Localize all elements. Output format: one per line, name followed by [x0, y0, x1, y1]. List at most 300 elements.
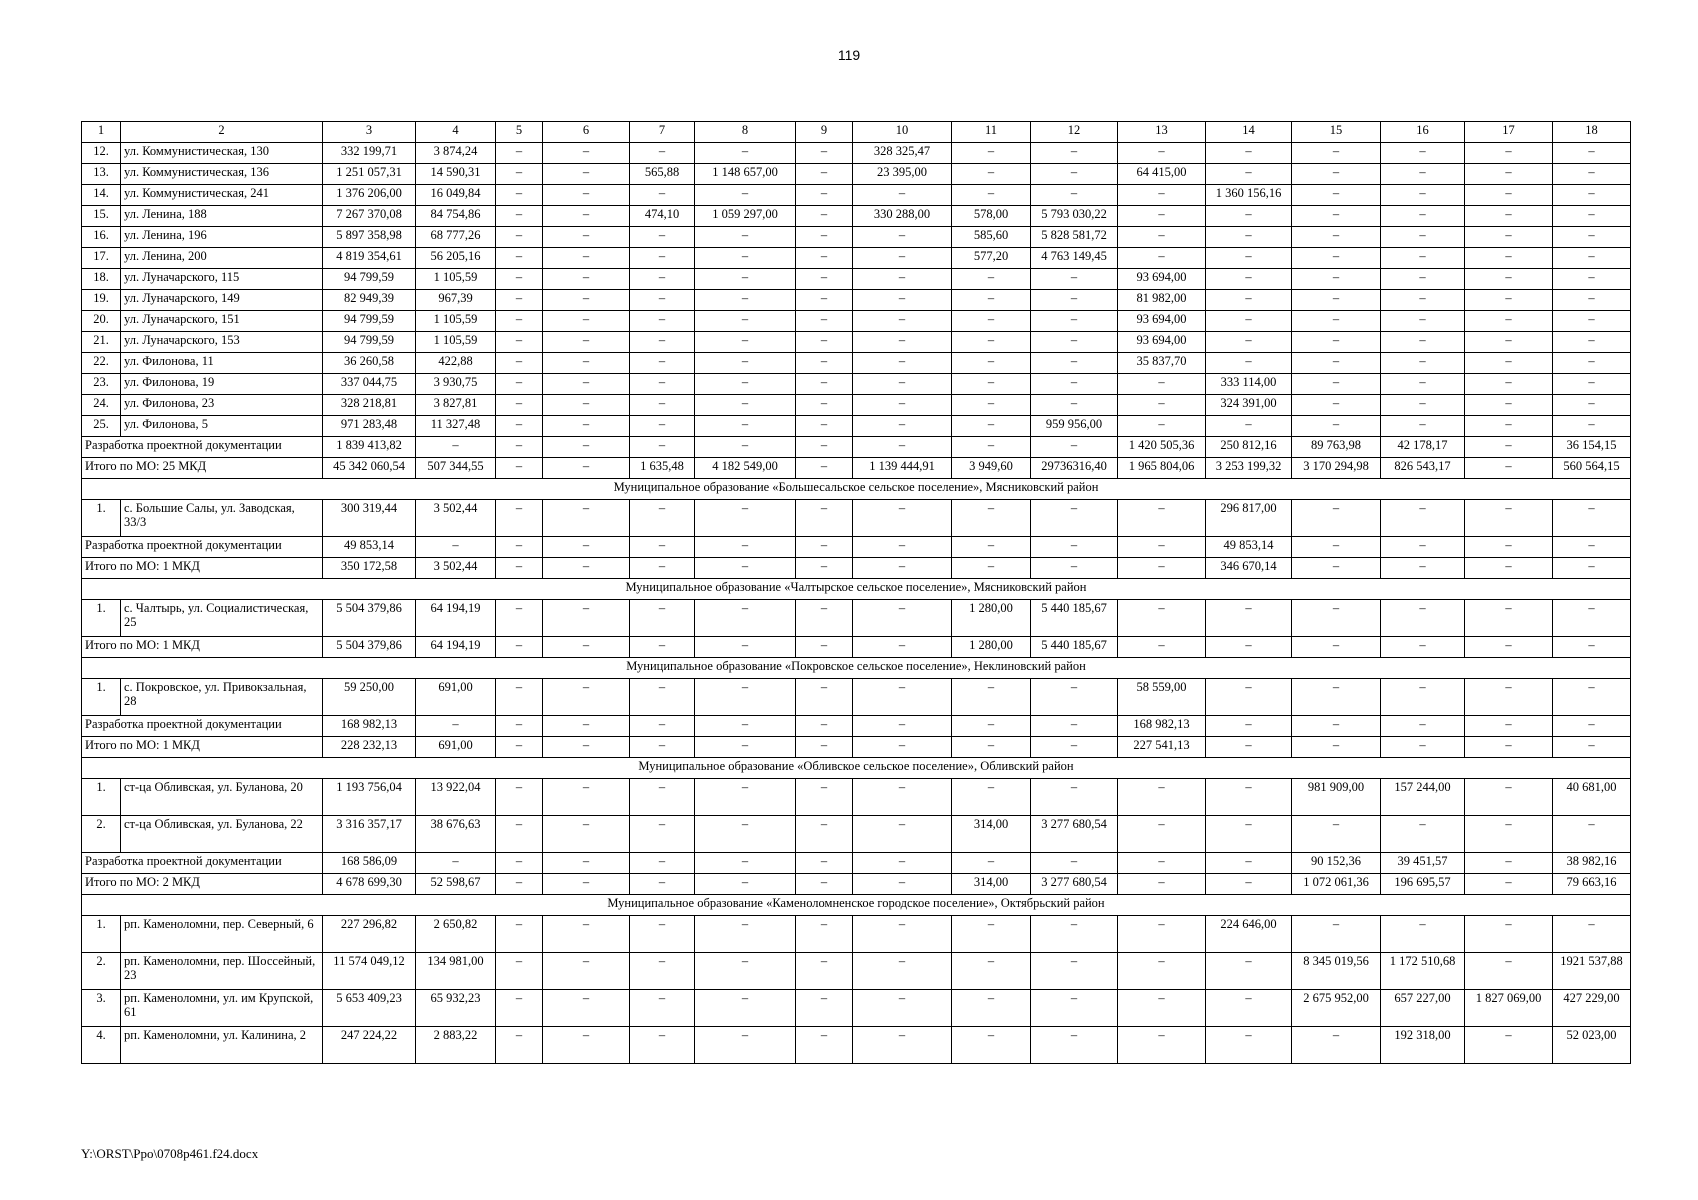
table-cell: – — [630, 311, 695, 332]
table-cell: 1 172 510,68 — [1381, 953, 1465, 990]
table-cell: – — [1465, 416, 1553, 437]
table-cell: 3 253 199,32 — [1206, 458, 1292, 479]
table-cell: – — [496, 332, 543, 353]
address-cell: ул. Коммунистическая, 241 — [121, 185, 323, 206]
table-cell: 1 280,00 — [952, 637, 1031, 658]
table-cell: – — [695, 248, 796, 269]
summary-label: Итого по МО: 2 МКД — [82, 874, 323, 895]
table-row — [82, 816, 1631, 853]
table-cell: – — [496, 206, 543, 227]
summary-row — [82, 737, 1631, 758]
table-cell: 1 072 061,36 — [1292, 874, 1381, 895]
table-cell: – — [630, 737, 695, 758]
table-cell: – — [1465, 779, 1553, 816]
row-number: 1. — [82, 679, 121, 716]
table-cell: – — [952, 332, 1031, 353]
table-cell: – — [695, 990, 796, 1027]
table-cell: 1 251 057,31 — [323, 164, 416, 185]
table-cell: – — [1292, 1027, 1381, 1064]
table-cell: – — [796, 248, 853, 269]
table-cell: – — [1031, 395, 1118, 416]
summary-label: Разработка проектной документации — [82, 537, 323, 558]
table-cell: 314,00 — [952, 816, 1031, 853]
table-cell: – — [796, 637, 853, 658]
table-cell: 507 344,55 — [416, 458, 496, 479]
section-title: Муниципальное образование «Покровское сельское поселение», Неклиновский район — [82, 658, 1631, 679]
table-cell: – — [796, 164, 853, 185]
table-cell: 79 663,16 — [1553, 874, 1631, 895]
table-cell: 296 817,00 — [1206, 500, 1292, 537]
table-cell: 5 793 030,22 — [1031, 206, 1118, 227]
table-cell: 82 949,39 — [323, 290, 416, 311]
table-cell: – — [496, 437, 543, 458]
table-cell: – — [496, 395, 543, 416]
table-cell: – — [630, 332, 695, 353]
table-cell: 168 586,09 — [323, 853, 416, 874]
row-number: 24. — [82, 395, 121, 416]
row-number: 21. — [82, 332, 121, 353]
table-cell: – — [1206, 990, 1292, 1027]
table-cell: 2 675 952,00 — [1292, 990, 1381, 1027]
table-cell: – — [695, 290, 796, 311]
table-cell: 422,88 — [416, 353, 496, 374]
table-cell: – — [1206, 353, 1292, 374]
table-cell: – — [1292, 374, 1381, 395]
table-cell: 64 194,19 — [416, 637, 496, 658]
table-cell: – — [1118, 558, 1206, 579]
summary-row — [82, 874, 1631, 895]
table-cell: – — [853, 395, 952, 416]
column-number-cell: 16 — [1381, 122, 1465, 143]
table-cell: 23 395,00 — [853, 164, 952, 185]
table-cell: 224 646,00 — [1206, 916, 1292, 953]
table-cell: – — [1465, 558, 1553, 579]
table-cell: – — [1292, 600, 1381, 637]
table-cell: – — [543, 1027, 630, 1064]
table-cell: 58 559,00 — [1118, 679, 1206, 716]
table-cell: – — [1465, 679, 1553, 716]
address-cell: рп. Каменоломни, пер. Северный, 6 — [121, 916, 323, 953]
table-cell: – — [1553, 227, 1631, 248]
table-cell: – — [630, 227, 695, 248]
table-cell: – — [1465, 916, 1553, 953]
table-cell: – — [1206, 143, 1292, 164]
table-cell: – — [1031, 953, 1118, 990]
table-cell: – — [543, 853, 630, 874]
table-cell: – — [853, 600, 952, 637]
table-cell: – — [496, 816, 543, 853]
table-cell: – — [796, 143, 853, 164]
table-cell: – — [796, 374, 853, 395]
table-cell: – — [853, 737, 952, 758]
table-cell: – — [1031, 537, 1118, 558]
column-number-cell: 8 — [695, 122, 796, 143]
table-cell: – — [1206, 716, 1292, 737]
address-cell: с. Большие Салы, ул. Заводская, 33/3 — [121, 500, 323, 537]
table-cell: – — [630, 374, 695, 395]
table-cell: – — [1465, 374, 1553, 395]
column-number-cell: 2 — [121, 122, 323, 143]
summary-label: Итого по МО: 1 МКД — [82, 558, 323, 579]
table-cell: – — [1118, 227, 1206, 248]
table-row — [82, 374, 1631, 395]
row-number: 2. — [82, 816, 121, 853]
row-number: 15. — [82, 206, 121, 227]
address-cell: ул. Ленина, 196 — [121, 227, 323, 248]
table-cell: – — [496, 737, 543, 758]
summary-row — [82, 853, 1631, 874]
table-cell: – — [952, 437, 1031, 458]
table-cell: – — [496, 537, 543, 558]
table-cell: – — [1465, 458, 1553, 479]
table-cell: 36 154,15 — [1553, 437, 1631, 458]
table-cell: – — [695, 1027, 796, 1064]
table-cell: – — [1206, 311, 1292, 332]
table-cell: – — [1381, 248, 1465, 269]
table-cell: 228 232,13 — [323, 737, 416, 758]
table-cell: – — [796, 779, 853, 816]
row-number: 1. — [82, 916, 121, 953]
table-cell: – — [796, 332, 853, 353]
table-cell: – — [1031, 269, 1118, 290]
table-cell: – — [1381, 916, 1465, 953]
table-cell: – — [1465, 269, 1553, 290]
column-number-cell: 5 — [496, 122, 543, 143]
table-cell: – — [496, 458, 543, 479]
address-cell: с. Покровское, ул. Привокзальная, 28 — [121, 679, 323, 716]
table-cell: – — [1381, 500, 1465, 537]
section-header-row — [82, 479, 1631, 500]
row-number: 20. — [82, 311, 121, 332]
table-cell: 14 590,31 — [416, 164, 496, 185]
address-cell: ст-ца Обливская, ул. Буланова, 20 — [121, 779, 323, 816]
table-row — [82, 248, 1631, 269]
table-cell: – — [1031, 143, 1118, 164]
table-cell: – — [1553, 716, 1631, 737]
table-cell: – — [1465, 206, 1553, 227]
table-row — [82, 164, 1631, 185]
table-cell: – — [1118, 953, 1206, 990]
section-title: Муниципальное образование «Чалтырское сельское поселение», Мясниковский район — [82, 579, 1631, 600]
table-cell: – — [1381, 716, 1465, 737]
table-cell: – — [853, 874, 952, 895]
table-cell: – — [796, 990, 853, 1027]
table-cell: 691,00 — [416, 737, 496, 758]
row-number: 3. — [82, 990, 121, 1027]
table-cell: 5 440 185,67 — [1031, 637, 1118, 658]
table-cell: – — [543, 953, 630, 990]
table-cell: – — [1553, 500, 1631, 537]
table-cell: – — [695, 558, 796, 579]
table-row — [82, 353, 1631, 374]
table-cell: – — [630, 600, 695, 637]
table-cell: – — [1118, 779, 1206, 816]
row-number: 1. — [82, 500, 121, 537]
table-row — [82, 311, 1631, 332]
table-cell: – — [1465, 353, 1553, 374]
table-cell: – — [1465, 227, 1553, 248]
address-cell: с. Чалтырь, ул. Социалистическая, 25 — [121, 600, 323, 637]
row-number: 14. — [82, 185, 121, 206]
table-cell: – — [496, 248, 543, 269]
table-row — [82, 395, 1631, 416]
table-cell: – — [1031, 853, 1118, 874]
table-cell: – — [796, 269, 853, 290]
table-cell: 1 827 069,00 — [1465, 990, 1553, 1027]
table-cell: – — [1553, 164, 1631, 185]
table-cell: 168 982,13 — [1118, 716, 1206, 737]
table-cell: – — [543, 816, 630, 853]
table-cell: – — [630, 953, 695, 990]
table-cell: – — [1118, 395, 1206, 416]
section-header-row — [82, 895, 1631, 916]
table-cell: – — [1553, 374, 1631, 395]
table-cell: – — [630, 637, 695, 658]
table-cell: – — [496, 953, 543, 990]
section-title: Муниципальное образование «Каменоломненское городское поселение», Октябрьский район — [82, 895, 1631, 916]
table-cell: 691,00 — [416, 679, 496, 716]
table-cell: – — [695, 185, 796, 206]
table-cell: – — [496, 374, 543, 395]
table-cell: – — [543, 537, 630, 558]
table-row — [82, 500, 1631, 537]
table-cell: – — [796, 737, 853, 758]
table-cell: – — [695, 600, 796, 637]
table-cell: – — [1292, 716, 1381, 737]
address-cell: ул. Ленина, 200 — [121, 248, 323, 269]
table-cell: 40 681,00 — [1553, 779, 1631, 816]
table-row — [82, 1027, 1631, 1064]
row-number: 1. — [82, 600, 121, 637]
table-cell: 1 635,48 — [630, 458, 695, 479]
table-cell: – — [1553, 600, 1631, 637]
table-cell: 5 653 409,23 — [323, 990, 416, 1027]
table-cell: 4 182 549,00 — [695, 458, 796, 479]
table-cell: – — [1292, 916, 1381, 953]
table-cell: – — [695, 916, 796, 953]
table-cell: – — [952, 779, 1031, 816]
address-cell: рп. Каменоломни, ул. Калинина, 2 — [121, 1027, 323, 1064]
table-cell: – — [1118, 637, 1206, 658]
table-cell: 56 205,16 — [416, 248, 496, 269]
table-cell: 29736316,40 — [1031, 458, 1118, 479]
table-cell: – — [796, 437, 853, 458]
table-cell: – — [853, 679, 952, 716]
table-cell: – — [1465, 437, 1553, 458]
row-number: 1. — [82, 779, 121, 816]
table-cell: – — [853, 374, 952, 395]
row-number: 4. — [82, 1027, 121, 1064]
table-cell: – — [1206, 779, 1292, 816]
table-cell: – — [796, 1027, 853, 1064]
table-cell: – — [952, 290, 1031, 311]
table-cell: – — [496, 311, 543, 332]
table-cell: – — [1553, 248, 1631, 269]
table-cell: – — [695, 227, 796, 248]
table-cell: – — [1292, 500, 1381, 537]
column-number-cell: 11 — [952, 122, 1031, 143]
table-cell: – — [853, 269, 952, 290]
table-cell: 94 799,59 — [323, 269, 416, 290]
table-cell: – — [1553, 332, 1631, 353]
table-cell: 134 981,00 — [416, 953, 496, 990]
table-cell: – — [543, 916, 630, 953]
table-cell: 52 598,67 — [416, 874, 496, 895]
table-cell: – — [416, 437, 496, 458]
table-cell: – — [1381, 227, 1465, 248]
table-cell: – — [630, 537, 695, 558]
table-cell: – — [1553, 637, 1631, 658]
table-cell: 3 502,44 — [416, 558, 496, 579]
table-cell: – — [1031, 437, 1118, 458]
table-cell: – — [1118, 206, 1206, 227]
table-cell: – — [1118, 816, 1206, 853]
table-cell: 11 327,48 — [416, 416, 496, 437]
table-cell: – — [1381, 600, 1465, 637]
table-cell: – — [416, 537, 496, 558]
table-cell: – — [416, 716, 496, 737]
table-cell: – — [543, 716, 630, 737]
table-cell: – — [1292, 395, 1381, 416]
table-cell: 5 504 379,86 — [323, 600, 416, 637]
table-cell: – — [1206, 816, 1292, 853]
table-cell: – — [1206, 416, 1292, 437]
table-cell: – — [1118, 248, 1206, 269]
table-cell: 8 345 019,56 — [1292, 953, 1381, 990]
table-cell: – — [853, 500, 952, 537]
table-cell: – — [1553, 290, 1631, 311]
table-cell: 45 342 060,54 — [323, 458, 416, 479]
table-cell: – — [853, 416, 952, 437]
table-cell: – — [1465, 248, 1553, 269]
table-cell: – — [952, 990, 1031, 1027]
table-cell: – — [1381, 558, 1465, 579]
table-cell: – — [543, 269, 630, 290]
column-number-cell: 3 — [323, 122, 416, 143]
table-cell: 192 318,00 — [1381, 1027, 1465, 1064]
table-cell: 11 574 049,12 — [323, 953, 416, 990]
table-cell: – — [543, 290, 630, 311]
table-cell: – — [853, 853, 952, 874]
column-number-cell: 14 — [1206, 122, 1292, 143]
table-row — [82, 600, 1631, 637]
table-cell: – — [543, 353, 630, 374]
table-cell: – — [1292, 185, 1381, 206]
column-number-row — [82, 122, 1631, 143]
table-cell: – — [1553, 737, 1631, 758]
table-cell: – — [952, 164, 1031, 185]
table-cell: 971 283,48 — [323, 416, 416, 437]
table-cell: – — [695, 716, 796, 737]
table-cell: – — [1031, 716, 1118, 737]
table-cell: – — [1465, 953, 1553, 990]
table-cell: – — [853, 332, 952, 353]
table-cell: 94 799,59 — [323, 311, 416, 332]
table-cell: 3 277 680,54 — [1031, 874, 1118, 895]
table-cell: – — [1206, 227, 1292, 248]
table-row — [82, 416, 1631, 437]
table-cell: – — [695, 269, 796, 290]
section-header-row — [82, 658, 1631, 679]
table-cell: – — [1553, 185, 1631, 206]
table-cell: – — [496, 164, 543, 185]
table-cell: 89 763,98 — [1292, 437, 1381, 458]
table-cell: – — [695, 395, 796, 416]
table-cell: 157 244,00 — [1381, 779, 1465, 816]
table-cell: 39 451,57 — [1381, 853, 1465, 874]
table-cell: – — [1031, 1027, 1118, 1064]
table-cell: 94 799,59 — [323, 332, 416, 353]
table-body — [82, 122, 1631, 1064]
table-cell: 2 883,22 — [416, 1027, 496, 1064]
table-cell: – — [1465, 637, 1553, 658]
table-cell: – — [796, 679, 853, 716]
table-cell: 1 105,59 — [416, 269, 496, 290]
table-cell: 81 982,00 — [1118, 290, 1206, 311]
address-cell: ул. Филонова, 19 — [121, 374, 323, 395]
column-number-cell: 1 — [82, 122, 121, 143]
table-cell: 585,60 — [952, 227, 1031, 248]
address-cell: ул. Филонова, 5 — [121, 416, 323, 437]
table-cell: – — [1465, 537, 1553, 558]
address-cell: ул. Луначарского, 149 — [121, 290, 323, 311]
section-header-row — [82, 758, 1631, 779]
table-row — [82, 227, 1631, 248]
table-cell: 64 415,00 — [1118, 164, 1206, 185]
row-number: 22. — [82, 353, 121, 374]
table-cell: – — [1381, 353, 1465, 374]
table-cell: – — [952, 716, 1031, 737]
table-cell: – — [1031, 311, 1118, 332]
table-cell: 35 837,70 — [1118, 353, 1206, 374]
column-number-cell: 12 — [1031, 122, 1118, 143]
table-cell: 168 982,13 — [323, 716, 416, 737]
capital-repair-table — [81, 121, 1631, 1064]
table-cell: – — [1465, 716, 1553, 737]
table-cell: – — [1465, 816, 1553, 853]
table-cell: – — [1118, 143, 1206, 164]
table-cell: – — [952, 185, 1031, 206]
table-cell: – — [1381, 395, 1465, 416]
table-cell: – — [1292, 269, 1381, 290]
summary-row — [82, 558, 1631, 579]
table-cell: – — [496, 716, 543, 737]
table-cell: – — [630, 269, 695, 290]
table-cell: 577,20 — [952, 248, 1031, 269]
table-cell: – — [796, 311, 853, 332]
table-cell: – — [1381, 737, 1465, 758]
table-cell: – — [630, 500, 695, 537]
table-cell: 959 956,00 — [1031, 416, 1118, 437]
address-cell: ул. Луначарского, 151 — [121, 311, 323, 332]
table-cell: – — [695, 416, 796, 437]
row-number: 18. — [82, 269, 121, 290]
table-cell: – — [796, 353, 853, 374]
table-cell: – — [796, 716, 853, 737]
table-cell: 300 319,44 — [323, 500, 416, 537]
table-cell: – — [630, 679, 695, 716]
table-cell: 314,00 — [952, 874, 1031, 895]
table-cell: 1 360 156,16 — [1206, 185, 1292, 206]
summary-row — [82, 716, 1631, 737]
table-cell: – — [543, 248, 630, 269]
table-cell: 64 194,19 — [416, 600, 496, 637]
table-cell: 826 543,17 — [1381, 458, 1465, 479]
summary-label: Итого по МО: 1 МКД — [82, 637, 323, 658]
table-cell: – — [630, 716, 695, 737]
table-cell: 350 172,58 — [323, 558, 416, 579]
table-cell: – — [1206, 290, 1292, 311]
